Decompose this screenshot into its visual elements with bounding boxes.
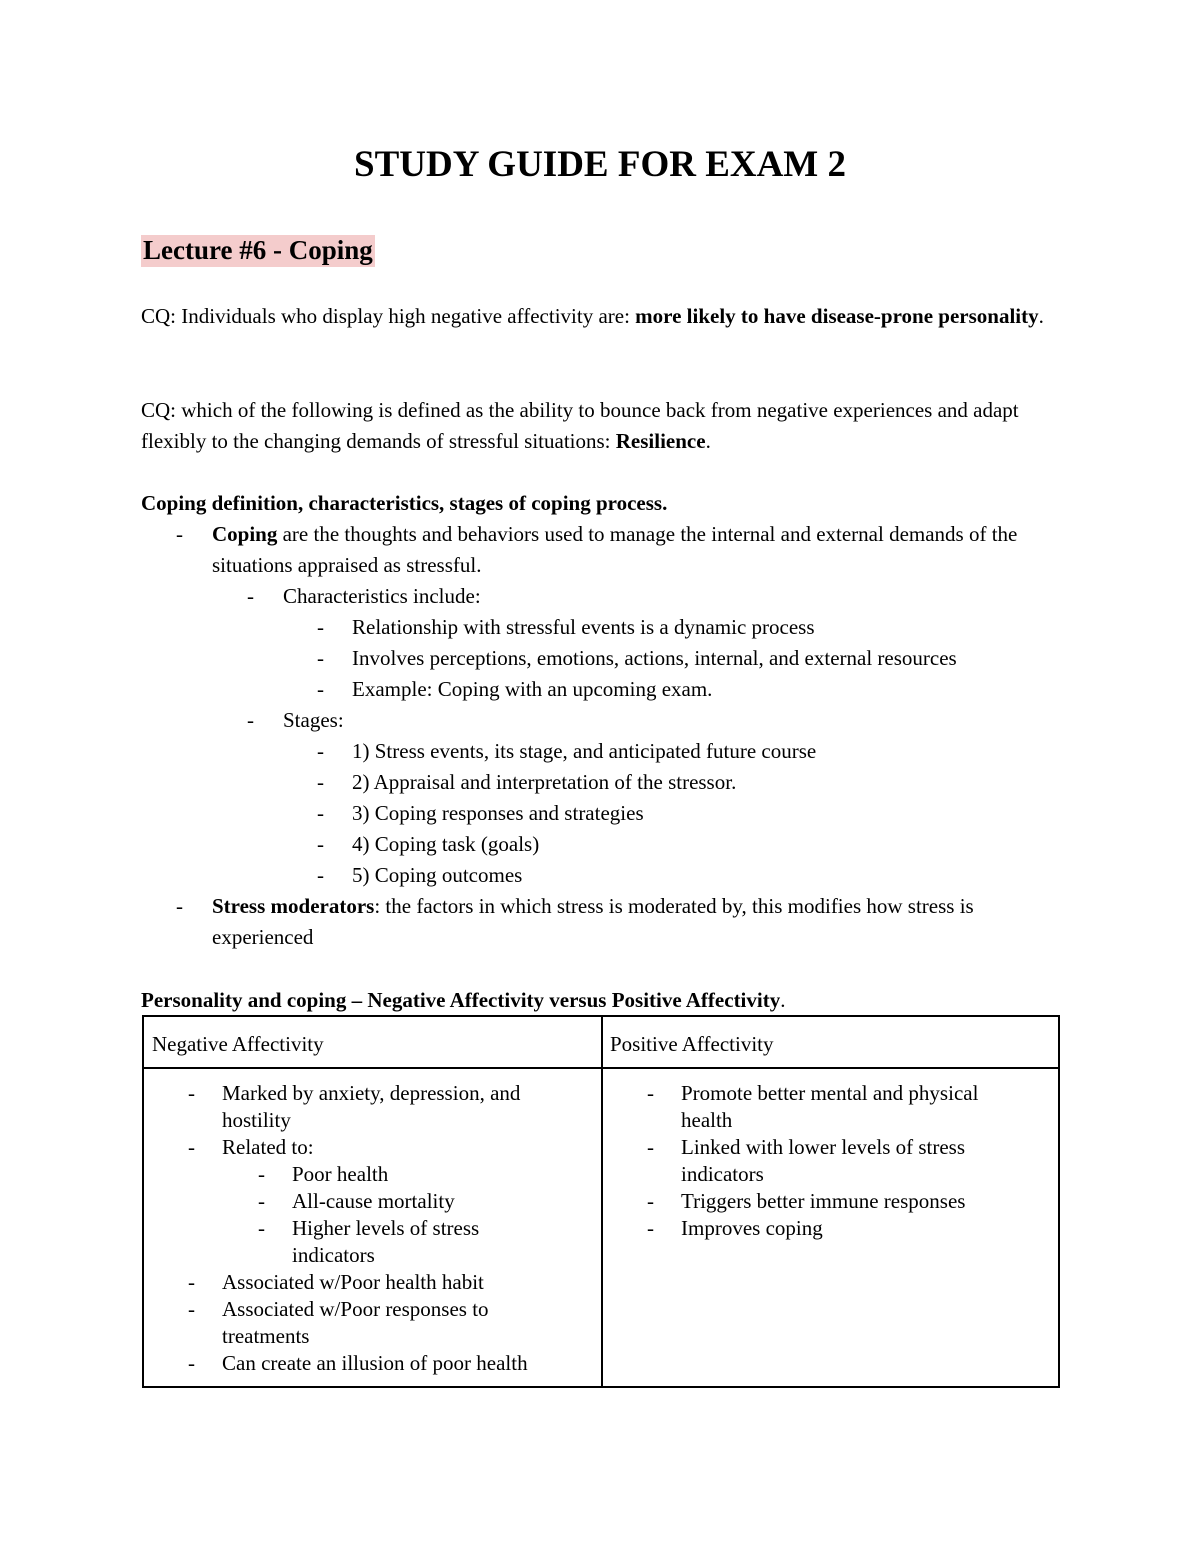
bullet-dash: - — [317, 770, 324, 794]
table-cell-item: Poor health — [292, 1162, 389, 1186]
list-item: 3) Coping responses and strategies — [352, 801, 644, 825]
table-header-negative: Negative Affectivity — [152, 1032, 324, 1056]
page-title: STUDY GUIDE FOR EXAM 2 — [354, 144, 846, 185]
table-cell-item: Promote better mental and physical — [681, 1081, 979, 1105]
table-cell-item: Triggers better immune responses — [681, 1189, 966, 1213]
bullet-dash: - — [317, 677, 324, 701]
table-cell-item: Linked with lower levels of stress — [681, 1135, 966, 1159]
table-caption-suffix: . — [780, 988, 786, 1012]
bullet-dash: - — [647, 1216, 654, 1240]
class-question-1 — [141, 301, 1061, 332]
bullet-dash: - — [317, 832, 324, 856]
table-cell-item: Can create an illusion of poor health — [222, 1351, 528, 1375]
bullet-dash: - — [647, 1081, 654, 1105]
list-item: Relationship with stressful events is a dynamic process — [352, 615, 815, 639]
table-caption — [141, 985, 785, 1016]
coping-definition — [212, 519, 1062, 581]
table-cell-item: Marked by anxiety, depression, and — [222, 1081, 521, 1105]
coping-term: Coping — [212, 522, 278, 546]
bullet-dash: - — [258, 1189, 265, 1213]
table-cell-item: indicators — [292, 1243, 375, 1267]
bullet-dash: - — [258, 1216, 265, 1240]
cq1-suffix: . — [1038, 304, 1044, 328]
bullet-dash: - — [188, 1135, 195, 1159]
cq2-prefix: CQ: which of the following is defined as the ability to bounce back from negative experiences and adapt flexibly to the changing demands of stressful situations: — [141, 398, 1019, 453]
table-cell-item: Associated w/Poor responses to — [222, 1297, 489, 1321]
bullet-dash: - — [188, 1081, 195, 1105]
stress-moderators-definition: : the factors in which stress is moderated by, this modifies how stress is experienced — [212, 894, 974, 949]
bullet-dash: - — [188, 1297, 195, 1321]
list-item: 4) Coping task (goals) — [352, 832, 540, 856]
stress-moderators — [212, 891, 1062, 953]
stress-moderators-term: Stress moderators — [212, 894, 375, 918]
table-cell-item: Related to: — [222, 1135, 314, 1159]
list-item: 5) Coping outcomes — [352, 863, 523, 887]
table-header-positive: Positive Affectivity — [610, 1032, 774, 1056]
bullet-dash: - — [647, 1135, 654, 1159]
lecture-heading-text: Lecture #6 - Coping — [143, 235, 373, 265]
table-cell-item: hostility — [222, 1108, 291, 1132]
bullet-dash: - — [317, 863, 324, 887]
list-item: 1) Stress events, its stage, and anticipated future course — [352, 739, 817, 763]
class-question-2 — [141, 395, 1061, 457]
bullet-dash: - — [317, 646, 324, 670]
table-cell-item: health — [681, 1108, 733, 1132]
lecture-heading — [141, 231, 375, 269]
bullet-dash: - — [176, 522, 183, 546]
affectivity-table — [142, 1015, 1060, 1388]
bullet-dash: - — [188, 1270, 195, 1294]
table-cell-item: Associated w/Poor health habit — [222, 1270, 484, 1294]
bullet-dash: - — [317, 615, 324, 639]
coping-definition-text: are the thoughts and behaviors used to manage the internal and external demands of the situations appraised as stressful. — [212, 522, 1018, 577]
table-cell-item: Higher levels of stress — [292, 1216, 480, 1240]
cq1-answer: more likely to have disease-prone personality — [635, 304, 1039, 328]
bullet-dash: - — [317, 801, 324, 825]
bullet-dash: - — [247, 584, 254, 608]
characteristics-label: Characteristics include: — [283, 584, 481, 608]
bullet-dash: - — [317, 739, 324, 763]
cq2-answer: Resilience — [615, 429, 706, 453]
bullet-dash: - — [247, 708, 254, 732]
cq1-prefix: CQ: Individuals who display high negative affectivity are: — [141, 304, 636, 328]
cq2-suffix: . — [705, 429, 711, 453]
list-item: Example: Coping with an upcoming exam. — [352, 677, 713, 701]
bullet-dash: - — [188, 1351, 195, 1375]
table-cell-item: indicators — [681, 1162, 764, 1186]
bullet-dash: - — [176, 894, 183, 918]
section-heading: Coping definition, characteristics, stages of coping process. — [141, 491, 668, 515]
list-item: 2) Appraisal and interpretation of the stressor. — [352, 770, 737, 794]
bullet-dash: - — [647, 1189, 654, 1213]
table-cell-item: Improves coping — [681, 1216, 823, 1240]
list-item: Involves perceptions, emotions, actions, internal, and external resources — [352, 646, 957, 670]
table-cell-item: All-cause mortality — [292, 1189, 455, 1213]
table-header-divider — [144, 1067, 1058, 1069]
table-caption-text: Personality and coping – Negative Affectivity versus Positive Affectivity — [141, 988, 781, 1012]
bullet-dash: - — [258, 1162, 265, 1186]
stages-label: Stages: — [283, 708, 344, 732]
table-column-divider — [601, 1017, 603, 1386]
table-cell-item: treatments — [222, 1324, 310, 1348]
